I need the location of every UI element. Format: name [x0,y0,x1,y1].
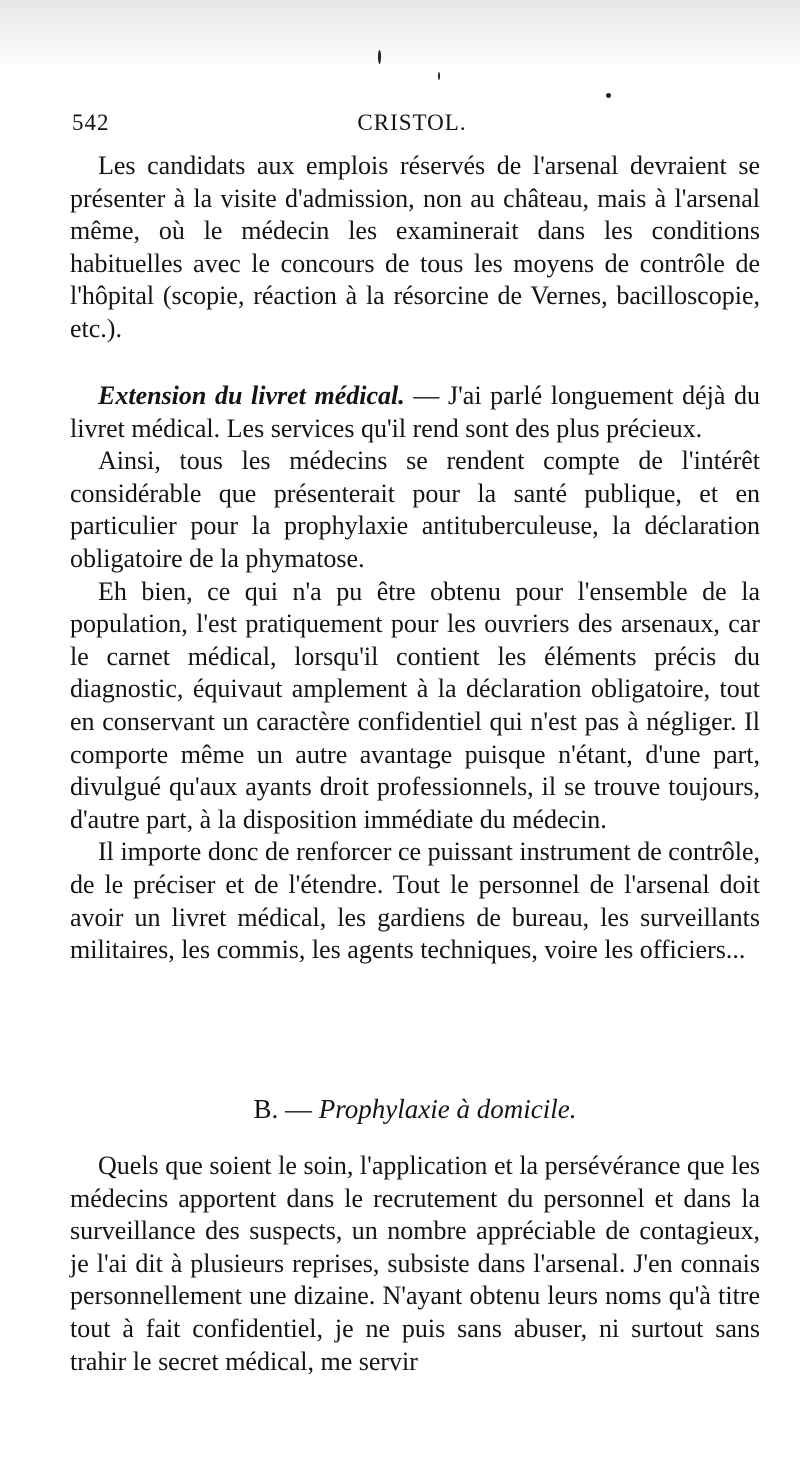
paragraph: Les candidats aux emplois réservés de l'arsenal devraient se présenter à la visite d'admission, non au château, mais à l'arsenal même, où le médecin les examinerait dans les conditions habituelles avec le concours de tous les moyens de contrôle de l'hôpital (scopie, réaction à la résorcine de Vernes, bacilloscopie, etc.). [70,151,760,343]
section-letter: B. — [253,1094,313,1124]
scan-speck [606,93,611,98]
paragraph: Eh bien, ce qui n'a pu être obtenu pour l'ensemble de la population, l'est pratiquement pour les ouvriers des arsenaux, car le carnet médical, lorsqu'il contient les éléments précis du diagnostic, équivaut amplement à la déclaration obligatoire, tout en conservant un caractère confidentiel qui n'est pas à négliger. Il comporte même un autre avantage puisque n'étant, d'une part, divulgué qu'aux ayants droit professionnels, il se trouve toujours, d'autre part, à la disposition immédiate du médecin. [70,576,760,834]
scan-shadow [0,0,800,70]
section-heading [70,1094,760,1125]
paragraph-extension [70,380,760,445]
page-number: 542 [72,110,110,135]
section-title: Prophylaxie à domicile. [318,1094,577,1124]
scan-speck [378,50,381,64]
paragraph: Quels que soient le soin, l'application et la persévérance que les médecins apportent dans le recrutement du personnel et dans la surveillance des suspects, un nombre appréciable de contagieux, je l'ai dit à plusieurs reprises, subsiste dans l'arsenal. J'en connais personnellement une dizaine. N'ayant obtenu leurs noms qu'à titre tout à fait confidentiel, je ne puis sans abuser, ni surtout sans trahir le secret médical, me servir [70,1151,760,1376]
body-block-1 [70,150,760,346]
paragraph-lead: Extension du livret médical. [98,381,405,410]
paragraph: Ainsi, tous les médecins se rendent compte de l'intérêt considérable que présenterait pour la santé publique, et en particulier pour la prophylaxie antituberculeuse, la déclaration obligatoire de la phymatose. [70,446,760,573]
running-title: CRISTOL. [357,110,467,135]
paragraph-lead-text: — J'ai parlé longuement déjà du livret médical. Les services qu'il rend sont des plus précieux. [70,381,760,443]
paragraph: Il importe donc de renforcer ce puissant instrument de contrôle, de le préciser et de l'étendre. Tout le personnel de l'arsenal doit avoir un livret médical, les gardiens de bureau, les surveillants militaires, les commis, les agents techniques, voire les officiers... [70,837,760,965]
scan-speck [438,72,440,80]
body-block-3 [70,1150,760,1378]
body-block-2 [70,380,760,967]
page-header [72,104,752,144]
